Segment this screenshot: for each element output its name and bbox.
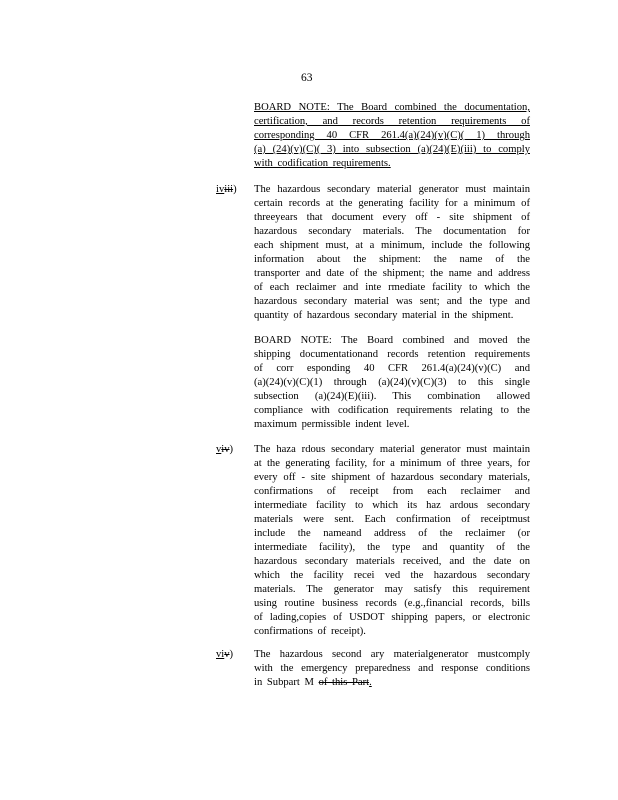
item-v-line: confirmations of receipt from each reclaimer and (254, 486, 530, 497)
marker-inserted: iv (216, 184, 225, 195)
board-note-1-line: with codification requirements. (254, 158, 391, 169)
board-note-1-line: certification, and records retention requirements of (254, 116, 530, 127)
marker-deleted: v (224, 649, 230, 660)
board-note-2-line: subsection (a)(24)(E)(iii). This combination allowed (254, 391, 530, 402)
deleted-text: of this Part (318, 677, 370, 688)
item-iv-line: each shipment must, at a minimum, include the following (254, 240, 530, 251)
item-iv-line: of each reclaimer and inte rmediate facility to which the (254, 282, 530, 293)
item-iv-line: information about the shipment: the name of the (254, 254, 530, 265)
item-iv-line: hazardous secondary materials. The documentation for (254, 226, 530, 237)
item-v-line: every off - site shipment of hazardous secondary materials, (254, 472, 530, 483)
item-vi-marker (216, 648, 233, 662)
item-v-line: hazardous secondary materials received, and the date on (254, 556, 530, 567)
board-note-2-line: BOARD NOTE: The Board combined and moved the (254, 335, 530, 346)
item-vi-last-prefix: in Subpart M (254, 677, 314, 688)
item-iv-marker (216, 183, 237, 197)
item-v-line: using routine business records (e.g.,financial records, bills (254, 598, 530, 609)
board-note-2-line: compliance with codification requirements relating to the (254, 405, 530, 416)
marker-inserted: v (216, 444, 222, 455)
item-v-line: intermediate facility to which its haz ardous secondary (254, 500, 530, 511)
marker-paren: ) (229, 649, 234, 660)
board-note-1-line: BOARD NOTE: The Board combined the documentation, (254, 102, 530, 113)
item-iv-line: transporter and date of the shipment; the name and address (254, 268, 530, 279)
board-note-2 (254, 334, 530, 432)
board-note-2-line: shipping documentationand records retention requirements (254, 349, 530, 360)
marker-deleted: iv (221, 444, 230, 455)
board-note-1-line: (a) (24)(v)(C)( 3) into subsection (a)(24)(E)(iii) to comply (254, 144, 530, 155)
item-v-text (254, 443, 530, 639)
item-v-line: intermediate facility), the type and quantity of the (254, 542, 530, 553)
board-note-2-line: maximum permissible indent level. (254, 419, 410, 430)
item-v-line: at the generating facility, for a minimum of three years, for (254, 458, 530, 469)
item-v-line: confirmations of receipt). (254, 626, 366, 637)
board-note-2-line: of corr esponding 40 CFR 261.4(a)(24)(v)(C) and (254, 363, 530, 374)
item-iv-line: certain records at the generating facility for a minimum of (254, 198, 530, 209)
item-v-line: The haza rdous secondary material generator must maintain (254, 444, 530, 455)
marker-paren: ) (233, 184, 237, 195)
inserted-period: . (369, 677, 372, 688)
item-iv-line: hazardous secondary material was sent; and the type and (254, 296, 530, 307)
board-note-1-line: corresponding 40 CFR 261.4(a)(24)(v)(C)( 1) through (254, 130, 530, 141)
item-v-line: materials. The generator may satisfy this requirement (254, 584, 530, 595)
item-v-line: materials were sent. Each confirmation of receiptmust (254, 514, 530, 525)
page-number: 63 (301, 72, 313, 84)
marker-deleted: iii (224, 184, 234, 195)
board-note-1 (254, 101, 530, 171)
marker-paren: ) (229, 444, 234, 455)
item-vi-last-line (254, 676, 530, 690)
item-vi-line: The hazardous second ary materialgenerator mustcomply (254, 649, 530, 660)
item-iv-line: quantity of hazardous secondary material in the shipment. (254, 310, 514, 321)
marker-inserted: vi (216, 649, 225, 660)
item-vi-text (254, 648, 530, 690)
item-iv-line: The hazardous secondary material generator must maintain (254, 184, 530, 195)
item-v-line: include the nameand address of the reclaimer (or (254, 528, 530, 539)
item-iv-text (254, 183, 530, 323)
board-note-2-line: (a)(24)(v)(C)(1) through (a)(24)(v)(C)(3) to this single (254, 377, 530, 388)
item-iv-line: threeyears that document every off - site shipment of (254, 212, 530, 223)
item-v-line: of lading,copies of USDOT shipping papers, or electronic (254, 612, 530, 623)
item-vi-line: with the emergency preparedness and response conditions (254, 663, 530, 674)
item-v-line: which the facility recei ved the hazardous secondary (254, 570, 530, 581)
item-v-marker (216, 443, 233, 457)
